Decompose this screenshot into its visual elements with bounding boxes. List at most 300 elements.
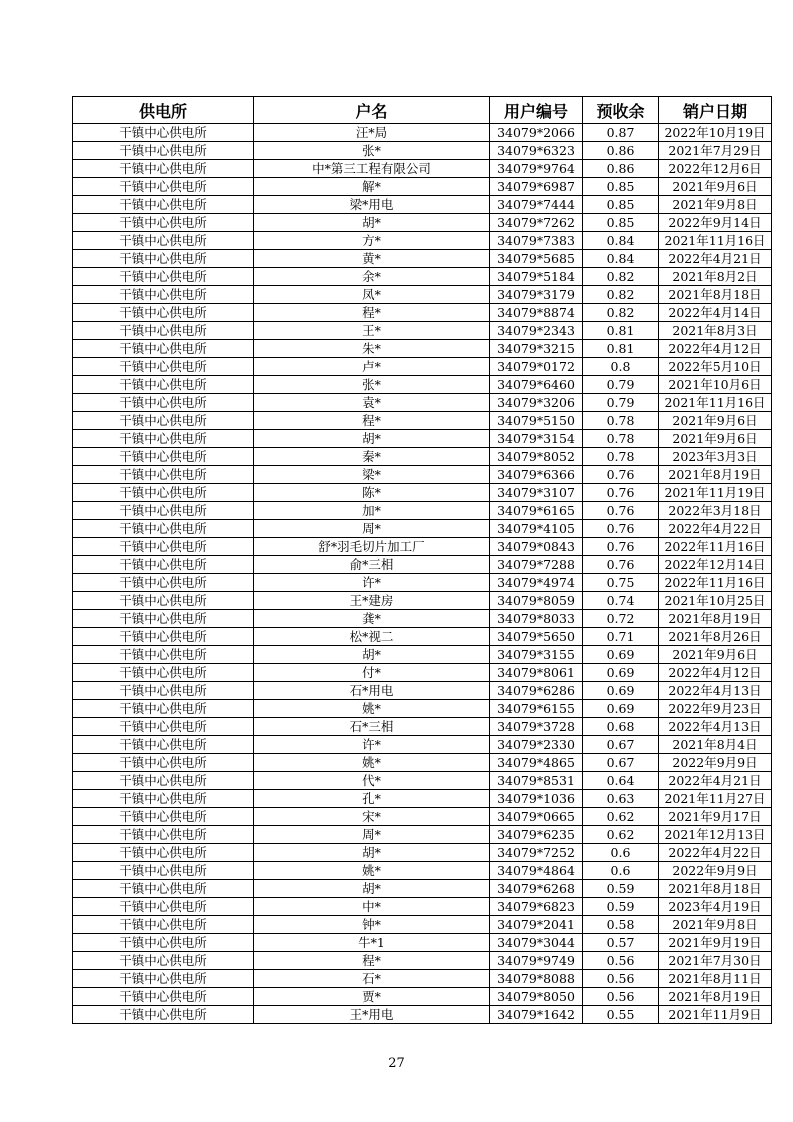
cell-prepaid-balance: 0.6 [583, 862, 659, 880]
cell-closure-date: 2022年9月14日 [659, 214, 772, 232]
cell-closure-date: 2021年11月9日 [659, 1006, 772, 1024]
cell-closure-date: 2023年4月19日 [659, 898, 772, 916]
cell-prepaid-balance: 0.82 [583, 304, 659, 322]
cell-closure-date: 2021年8月26日 [659, 628, 772, 646]
cell-prepaid-balance: 0.62 [583, 826, 659, 844]
cell-account-name: 王* [254, 322, 490, 340]
account-closure-table [72, 96, 772, 1024]
header-power-station: 供电所 [73, 97, 254, 124]
cell-prepaid-balance: 0.64 [583, 772, 659, 790]
table-row [73, 826, 772, 844]
cell-power-station: 干镇中心供电所 [73, 790, 254, 808]
cell-user-number: 34079*3154 [490, 430, 583, 448]
cell-user-number: 34079*3044 [490, 934, 583, 952]
cell-closure-date: 2022年10月19日 [659, 124, 772, 142]
cell-prepaid-balance: 0.75 [583, 574, 659, 592]
cell-power-station: 干镇中心供电所 [73, 232, 254, 250]
cell-account-name: 张* [254, 142, 490, 160]
cell-account-name: 陈* [254, 484, 490, 502]
cell-closure-date: 2022年9月23日 [659, 700, 772, 718]
cell-closure-date: 2021年9月6日 [659, 412, 772, 430]
cell-user-number: 34079*8531 [490, 772, 583, 790]
cell-power-station: 干镇中心供电所 [73, 250, 254, 268]
cell-user-number: 34079*8033 [490, 610, 583, 628]
cell-account-name: 秦* [254, 448, 490, 466]
cell-power-station: 干镇中心供电所 [73, 448, 254, 466]
cell-user-number: 34079*7288 [490, 556, 583, 574]
cell-prepaid-balance: 0.58 [583, 916, 659, 934]
cell-account-name: 松*视二 [254, 628, 490, 646]
table-row [73, 322, 772, 340]
cell-closure-date: 2023年3月3日 [659, 448, 772, 466]
cell-power-station: 干镇中心供电所 [73, 376, 254, 394]
cell-power-station: 干镇中心供电所 [73, 664, 254, 682]
cell-prepaid-balance: 0.56 [583, 952, 659, 970]
cell-account-name: 龚* [254, 610, 490, 628]
cell-user-number: 34079*7383 [490, 232, 583, 250]
cell-power-station: 干镇中心供电所 [73, 718, 254, 736]
table-row [73, 196, 772, 214]
cell-prepaid-balance: 0.86 [583, 160, 659, 178]
cell-closure-date: 2021年10月6日 [659, 376, 772, 394]
table-row [73, 1006, 772, 1024]
cell-prepaid-balance: 0.71 [583, 628, 659, 646]
cell-power-station: 干镇中心供电所 [73, 610, 254, 628]
cell-user-number: 34079*3179 [490, 286, 583, 304]
cell-prepaid-balance: 0.76 [583, 520, 659, 538]
cell-power-station: 干镇中心供电所 [73, 682, 254, 700]
cell-account-name: 方* [254, 232, 490, 250]
cell-power-station: 干镇中心供电所 [73, 502, 254, 520]
cell-account-name: 石*三相 [254, 718, 490, 736]
cell-power-station: 干镇中心供电所 [73, 214, 254, 232]
cell-prepaid-balance: 0.56 [583, 988, 659, 1006]
cell-prepaid-balance: 0.85 [583, 214, 659, 232]
cell-power-station: 干镇中心供电所 [73, 322, 254, 340]
table-row [73, 502, 772, 520]
cell-closure-date: 2022年11月16日 [659, 574, 772, 592]
cell-prepaid-balance: 0.56 [583, 970, 659, 988]
cell-account-name: 付* [254, 664, 490, 682]
cell-power-station: 干镇中心供电所 [73, 124, 254, 142]
cell-power-station: 干镇中心供电所 [73, 160, 254, 178]
cell-account-name: 姚* [254, 700, 490, 718]
cell-account-name: 余* [254, 268, 490, 286]
cell-prepaid-balance: 0.84 [583, 250, 659, 268]
cell-prepaid-balance: 0.84 [583, 232, 659, 250]
table-row [73, 952, 772, 970]
cell-closure-date: 2021年8月19日 [659, 610, 772, 628]
cell-closure-date: 2021年12月13日 [659, 826, 772, 844]
cell-prepaid-balance: 0.81 [583, 340, 659, 358]
cell-account-name: 胡* [254, 844, 490, 862]
cell-closure-date: 2021年8月18日 [659, 286, 772, 304]
cell-closure-date: 2021年10月25日 [659, 592, 772, 610]
cell-closure-date: 2022年4月22日 [659, 844, 772, 862]
cell-power-station: 干镇中心供电所 [73, 574, 254, 592]
cell-closure-date: 2022年4月12日 [659, 340, 772, 358]
cell-closure-date: 2022年4月21日 [659, 250, 772, 268]
cell-account-name: 姚* [254, 862, 490, 880]
cell-user-number: 34079*1036 [490, 790, 583, 808]
table-row [73, 628, 772, 646]
cell-closure-date: 2021年9月17日 [659, 808, 772, 826]
table-row [73, 916, 772, 934]
cell-prepaid-balance: 0.76 [583, 484, 659, 502]
cell-closure-date: 2022年9月9日 [659, 862, 772, 880]
cell-user-number: 34079*6268 [490, 880, 583, 898]
cell-user-number: 34079*3107 [490, 484, 583, 502]
cell-power-station: 干镇中心供电所 [73, 700, 254, 718]
cell-power-station: 干镇中心供电所 [73, 754, 254, 772]
cell-prepaid-balance: 0.78 [583, 448, 659, 466]
header-prepaid-balance: 预收余 [583, 97, 659, 124]
cell-power-station: 干镇中心供电所 [73, 826, 254, 844]
cell-user-number: 34079*4864 [490, 862, 583, 880]
cell-prepaid-balance: 0.78 [583, 412, 659, 430]
cell-user-number: 34079*8052 [490, 448, 583, 466]
cell-closure-date: 2021年11月27日 [659, 790, 772, 808]
cell-user-number: 34079*3206 [490, 394, 583, 412]
table-row [73, 808, 772, 826]
cell-prepaid-balance: 0.87 [583, 124, 659, 142]
header-closure-date: 销户日期 [659, 97, 772, 124]
cell-power-station: 干镇中心供电所 [73, 916, 254, 934]
cell-prepaid-balance: 0.59 [583, 880, 659, 898]
cell-power-station: 干镇中心供电所 [73, 898, 254, 916]
table-row [73, 682, 772, 700]
cell-user-number: 34079*7262 [490, 214, 583, 232]
table-row [73, 286, 772, 304]
cell-prepaid-balance: 0.76 [583, 466, 659, 484]
cell-power-station: 干镇中心供电所 [73, 1006, 254, 1024]
cell-power-station: 干镇中心供电所 [73, 286, 254, 304]
cell-power-station: 干镇中心供电所 [73, 394, 254, 412]
table-row [73, 610, 772, 628]
table-row [73, 538, 772, 556]
table-row [73, 160, 772, 178]
cell-power-station: 干镇中心供电所 [73, 628, 254, 646]
cell-power-station: 干镇中心供电所 [73, 646, 254, 664]
cell-closure-date: 2022年4月14日 [659, 304, 772, 322]
cell-power-station: 干镇中心供电所 [73, 466, 254, 484]
table-row [73, 178, 772, 196]
cell-prepaid-balance: 0.8 [583, 358, 659, 376]
table-row [73, 232, 772, 250]
cell-account-name: 中*第三工程有限公司 [254, 160, 490, 178]
table-row [73, 718, 772, 736]
cell-user-number: 34079*6165 [490, 502, 583, 520]
cell-prepaid-balance: 0.74 [583, 592, 659, 610]
table-row [73, 412, 772, 430]
table-row [73, 880, 772, 898]
cell-closure-date: 2021年11月16日 [659, 394, 772, 412]
cell-prepaid-balance: 0.76 [583, 538, 659, 556]
cell-account-name: 石* [254, 970, 490, 988]
cell-closure-date: 2022年4月12日 [659, 664, 772, 682]
cell-prepaid-balance: 0.69 [583, 646, 659, 664]
cell-account-name: 周* [254, 520, 490, 538]
cell-prepaid-balance: 0.81 [583, 322, 659, 340]
cell-closure-date: 2021年8月19日 [659, 988, 772, 1006]
cell-user-number: 34079*7252 [490, 844, 583, 862]
cell-account-name: 王*用电 [254, 1006, 490, 1024]
cell-user-number: 34079*6323 [490, 142, 583, 160]
cell-user-number: 34079*6286 [490, 682, 583, 700]
cell-account-name: 孔* [254, 790, 490, 808]
table-row [73, 790, 772, 808]
cell-power-station: 干镇中心供电所 [73, 268, 254, 286]
cell-closure-date: 2022年9月9日 [659, 754, 772, 772]
cell-power-station: 干镇中心供电所 [73, 430, 254, 448]
cell-user-number: 34079*2041 [490, 916, 583, 934]
cell-user-number: 34079*2066 [490, 124, 583, 142]
cell-user-number: 34079*4974 [490, 574, 583, 592]
cell-account-name: 张* [254, 376, 490, 394]
table-row [73, 646, 772, 664]
cell-closure-date: 2021年9月6日 [659, 178, 772, 196]
cell-user-number: 34079*1642 [490, 1006, 583, 1024]
cell-user-number: 34079*2343 [490, 322, 583, 340]
cell-user-number: 34079*2330 [490, 736, 583, 754]
table-row [73, 772, 772, 790]
table-header-row [73, 97, 772, 124]
cell-user-number: 34079*8088 [490, 970, 583, 988]
cell-account-name: 石*用电 [254, 682, 490, 700]
cell-prepaid-balance: 0.82 [583, 268, 659, 286]
table-row [73, 700, 772, 718]
cell-user-number: 34079*0843 [490, 538, 583, 556]
cell-account-name: 姚* [254, 754, 490, 772]
cell-user-number: 34079*0665 [490, 808, 583, 826]
cell-account-name: 俞*三相 [254, 556, 490, 574]
table-row [73, 736, 772, 754]
table-row [73, 340, 772, 358]
cell-prepaid-balance: 0.79 [583, 394, 659, 412]
cell-account-name: 宋* [254, 808, 490, 826]
cell-prepaid-balance: 0.69 [583, 682, 659, 700]
cell-user-number: 34079*6155 [490, 700, 583, 718]
table-row [73, 520, 772, 538]
cell-prepaid-balance: 0.67 [583, 754, 659, 772]
cell-user-number: 34079*0172 [490, 358, 583, 376]
cell-closure-date: 2021年8月3日 [659, 322, 772, 340]
cell-prepaid-balance: 0.63 [583, 790, 659, 808]
cell-closure-date: 2021年11月16日 [659, 232, 772, 250]
header-user-number: 用户编号 [490, 97, 583, 124]
table-row [73, 934, 772, 952]
table-row [73, 124, 772, 142]
cell-power-station: 干镇中心供电所 [73, 556, 254, 574]
table-row [73, 358, 772, 376]
cell-power-station: 干镇中心供电所 [73, 970, 254, 988]
cell-account-name: 加* [254, 502, 490, 520]
cell-user-number: 34079*8874 [490, 304, 583, 322]
cell-power-station: 干镇中心供电所 [73, 412, 254, 430]
cell-closure-date: 2021年8月11日 [659, 970, 772, 988]
cell-prepaid-balance: 0.62 [583, 808, 659, 826]
cell-account-name: 程* [254, 952, 490, 970]
table-row [73, 862, 772, 880]
cell-closure-date: 2022年3月18日 [659, 502, 772, 520]
table-row [73, 664, 772, 682]
cell-account-name: 凤* [254, 286, 490, 304]
cell-account-name: 贾* [254, 988, 490, 1006]
cell-user-number: 34079*5150 [490, 412, 583, 430]
cell-prepaid-balance: 0.69 [583, 664, 659, 682]
cell-user-number: 34079*5184 [490, 268, 583, 286]
cell-power-station: 干镇中心供电所 [73, 196, 254, 214]
table-row [73, 142, 772, 160]
cell-account-name: 梁*用电 [254, 196, 490, 214]
cell-power-station: 干镇中心供电所 [73, 808, 254, 826]
cell-user-number: 34079*3155 [490, 646, 583, 664]
table-body [73, 124, 772, 1024]
cell-account-name: 汪*局 [254, 124, 490, 142]
cell-power-station: 干镇中心供电所 [73, 862, 254, 880]
cell-closure-date: 2022年4月21日 [659, 772, 772, 790]
cell-power-station: 干镇中心供电所 [73, 844, 254, 862]
cell-account-name: 胡* [254, 430, 490, 448]
cell-prepaid-balance: 0.67 [583, 736, 659, 754]
cell-closure-date: 2021年8月18日 [659, 880, 772, 898]
table-row [73, 466, 772, 484]
table-row [73, 304, 772, 322]
table-row [73, 214, 772, 232]
cell-closure-date: 2021年8月4日 [659, 736, 772, 754]
cell-power-station: 干镇中心供电所 [73, 520, 254, 538]
cell-user-number: 34079*6366 [490, 466, 583, 484]
cell-closure-date: 2021年7月29日 [659, 142, 772, 160]
table-row [73, 574, 772, 592]
cell-closure-date: 2021年9月6日 [659, 646, 772, 664]
cell-account-name: 黄* [254, 250, 490, 268]
table-row [73, 898, 772, 916]
cell-user-number: 34079*6235 [490, 826, 583, 844]
cell-closure-date: 2021年9月8日 [659, 916, 772, 934]
cell-user-number: 34079*4865 [490, 754, 583, 772]
cell-power-station: 干镇中心供电所 [73, 736, 254, 754]
cell-prepaid-balance: 0.82 [583, 286, 659, 304]
cell-account-name: 解* [254, 178, 490, 196]
cell-power-station: 干镇中心供电所 [73, 142, 254, 160]
table-row [73, 430, 772, 448]
cell-closure-date: 2022年11月16日 [659, 538, 772, 556]
cell-account-name: 程* [254, 304, 490, 322]
cell-closure-date: 2021年11月19日 [659, 484, 772, 502]
cell-prepaid-balance: 0.78 [583, 430, 659, 448]
cell-account-name: 周* [254, 826, 490, 844]
cell-account-name: 程* [254, 412, 490, 430]
cell-account-name: 许* [254, 736, 490, 754]
cell-closure-date: 2021年8月2日 [659, 268, 772, 286]
cell-prepaid-balance: 0.76 [583, 556, 659, 574]
cell-power-station: 干镇中心供电所 [73, 880, 254, 898]
table-row [73, 754, 772, 772]
cell-account-name: 许* [254, 574, 490, 592]
cell-closure-date: 2022年4月13日 [659, 718, 772, 736]
cell-account-name: 胡* [254, 646, 490, 664]
cell-power-station: 干镇中心供电所 [73, 772, 254, 790]
cell-power-station: 干镇中心供电所 [73, 538, 254, 556]
cell-prepaid-balance: 0.76 [583, 502, 659, 520]
header-account-name: 户名 [254, 97, 490, 124]
cell-user-number: 34079*6823 [490, 898, 583, 916]
cell-user-number: 34079*6987 [490, 178, 583, 196]
cell-prepaid-balance: 0.85 [583, 196, 659, 214]
cell-prepaid-balance: 0.57 [583, 934, 659, 952]
cell-closure-date: 2021年8月19日 [659, 466, 772, 484]
cell-prepaid-balance: 0.6 [583, 844, 659, 862]
cell-account-name: 胡* [254, 880, 490, 898]
cell-user-number: 34079*9764 [490, 160, 583, 178]
table-row [73, 556, 772, 574]
cell-user-number: 34079*6460 [490, 376, 583, 394]
cell-account-name: 胡* [254, 214, 490, 232]
cell-account-name: 钟* [254, 916, 490, 934]
cell-user-number: 34079*8050 [490, 988, 583, 1006]
cell-user-number: 34079*3728 [490, 718, 583, 736]
cell-user-number: 34079*5650 [490, 628, 583, 646]
cell-power-station: 干镇中心供电所 [73, 934, 254, 952]
table-row [73, 970, 772, 988]
cell-power-station: 干镇中心供电所 [73, 592, 254, 610]
cell-power-station: 干镇中心供电所 [73, 484, 254, 502]
cell-prepaid-balance: 0.59 [583, 898, 659, 916]
cell-user-number: 34079*3215 [490, 340, 583, 358]
cell-power-station: 干镇中心供电所 [73, 304, 254, 322]
cell-closure-date: 2022年12月6日 [659, 160, 772, 178]
cell-user-number: 34079*7444 [490, 196, 583, 214]
cell-account-name: 袁* [254, 394, 490, 412]
cell-closure-date: 2021年9月19日 [659, 934, 772, 952]
page-number: 27 [388, 1056, 405, 1071]
cell-prepaid-balance: 0.69 [583, 700, 659, 718]
cell-account-name: 牛*1 [254, 934, 490, 952]
cell-closure-date: 2021年9月6日 [659, 430, 772, 448]
cell-closure-date: 2021年7月30日 [659, 952, 772, 970]
table-row [73, 592, 772, 610]
table-row [73, 448, 772, 466]
cell-closure-date: 2022年4月22日 [659, 520, 772, 538]
cell-closure-date: 2022年4月13日 [659, 682, 772, 700]
table-row [73, 484, 772, 502]
cell-prepaid-balance: 0.85 [583, 178, 659, 196]
cell-user-number: 34079*8061 [490, 664, 583, 682]
cell-user-number: 34079*8059 [490, 592, 583, 610]
cell-prepaid-balance: 0.86 [583, 142, 659, 160]
cell-account-name: 中* [254, 898, 490, 916]
cell-closure-date: 2022年5月10日 [659, 358, 772, 376]
cell-prepaid-balance: 0.72 [583, 610, 659, 628]
cell-account-name: 代* [254, 772, 490, 790]
cell-account-name: 梁* [254, 466, 490, 484]
table-row [73, 844, 772, 862]
cell-user-number: 34079*9749 [490, 952, 583, 970]
cell-prepaid-balance: 0.68 [583, 718, 659, 736]
cell-closure-date: 2021年9月8日 [659, 196, 772, 214]
table-row [73, 268, 772, 286]
cell-account-name: 舒*羽毛切片加工厂 [254, 538, 490, 556]
table-row [73, 988, 772, 1006]
cell-account-name: 王*建房 [254, 592, 490, 610]
cell-prepaid-balance: 0.79 [583, 376, 659, 394]
cell-account-name: 朱* [254, 340, 490, 358]
cell-user-number: 34079*4105 [490, 520, 583, 538]
cell-power-station: 干镇中心供电所 [73, 340, 254, 358]
table-row [73, 250, 772, 268]
cell-prepaid-balance: 0.55 [583, 1006, 659, 1024]
